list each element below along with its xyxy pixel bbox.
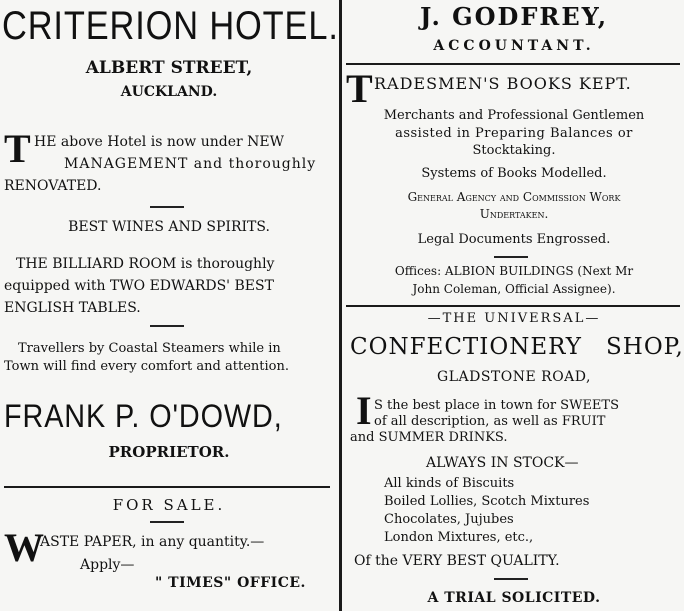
- proprietor-title: PROPRIETOR.: [108, 443, 230, 461]
- hotel-notice-dropcap: T: [4, 126, 31, 171]
- merchants-line2: assisted in Preparing Balances or: [395, 126, 633, 141]
- hotel-street: ALBERT STREET,: [85, 58, 253, 78]
- section-rule: [346, 305, 680, 307]
- proprietor-name: FRANK P. O'DOWD,: [4, 398, 283, 434]
- sale-line2: Apply—: [80, 557, 135, 573]
- divider: [150, 206, 184, 208]
- hotel-wines: BEST WINES AND SPIRITS.: [68, 219, 270, 235]
- agency-line2: Undertaken.: [479, 207, 549, 221]
- shop-name-b: SHOP,: [606, 334, 684, 360]
- systems-line: Systems of Books Modelled.: [421, 166, 607, 181]
- offices-line2: John Coleman, Official Assignee).: [412, 282, 616, 296]
- stock-item: Boiled Lollies, Scotch Mixtures: [384, 494, 590, 509]
- section-rule: [346, 63, 680, 65]
- sale-dropcap: W: [4, 525, 44, 570]
- divider: [494, 256, 528, 258]
- godfrey-name: J. GODFREY,: [419, 2, 609, 31]
- hotel-name: CRITERION HOTEL.: [2, 4, 339, 48]
- divider: [494, 578, 528, 580]
- trial-line: A TRIAL SOLICITED.: [427, 590, 601, 606]
- offices-line1: Offices: ALBION BUILDINGS (Next Mr: [394, 264, 634, 278]
- shop-dropcap: I: [356, 388, 372, 433]
- shop-desc-line3: and SUMMER DRINKS.: [350, 430, 508, 445]
- sale-heading: FOR SALE.: [112, 496, 226, 514]
- left-column: [0, 0, 338, 611]
- stock-heading: ALWAYS IN STOCK—: [426, 455, 579, 471]
- shop-road: GLADSTONE ROAD,: [437, 369, 591, 385]
- shop-name-a: CONFECTIONERY: [350, 334, 582, 360]
- hotel-billiard-line1: THE BILLIARD ROOM is thoroughly: [16, 256, 275, 272]
- hotel-notice-line3: RENOVATED.: [4, 178, 102, 194]
- column-rule: [339, 0, 342, 611]
- merchants-line3: Stocktaking.: [472, 143, 556, 158]
- hotel-notice-line1: HE above Hotel is now under NEW: [34, 134, 285, 150]
- sale-line3: " TIMES" OFFICE.: [155, 575, 306, 591]
- divider: [150, 325, 184, 327]
- stock-item: London Mixtures, etc.,: [384, 530, 534, 545]
- shop-pre: —THE UNIVERSAL—: [427, 311, 601, 326]
- hotel-billiard-line3: ENGLISH TABLES.: [4, 300, 141, 316]
- hotel-billiard-line2: equipped with TWO EDWARDS' BEST: [4, 278, 274, 294]
- merchants-line1: Merchants and Professional Gentlemen: [383, 108, 645, 123]
- books-heading: RADESMEN'S BOOKS KEPT.: [374, 74, 632, 93]
- stock-item: Chocolates, Jujubes: [384, 512, 514, 527]
- hotel-notice-line2: MANAGEMENT and thoroughly: [64, 156, 317, 172]
- section-rule: [4, 486, 330, 488]
- shop-desc-line1: S the best place in town for SWEETS: [374, 398, 619, 413]
- quality-line: Of the VERY BEST QUALITY.: [354, 553, 560, 569]
- legal-line: Legal Documents Engrossed.: [417, 232, 611, 247]
- stock-item: All kinds of Biscuits: [384, 476, 515, 491]
- divider: [150, 521, 184, 523]
- agency-line1: General Agency and Commission Work: [407, 190, 621, 204]
- books-dropcap: T: [346, 66, 373, 111]
- hotel-city: AUCKLAND.: [120, 84, 218, 100]
- shop-desc-line2: of all description, as well as FRUIT: [374, 414, 606, 429]
- hotel-travellers-line1: Travellers by Coastal Steamers while in: [18, 341, 281, 356]
- godfrey-title: ACCOUNTANT.: [433, 38, 595, 54]
- sale-line1: ASTE PAPER, in any quantity.—: [40, 534, 265, 550]
- hotel-travellers-line2: Town will find every comfort and attention.: [4, 359, 289, 374]
- right-column: [344, 0, 684, 611]
